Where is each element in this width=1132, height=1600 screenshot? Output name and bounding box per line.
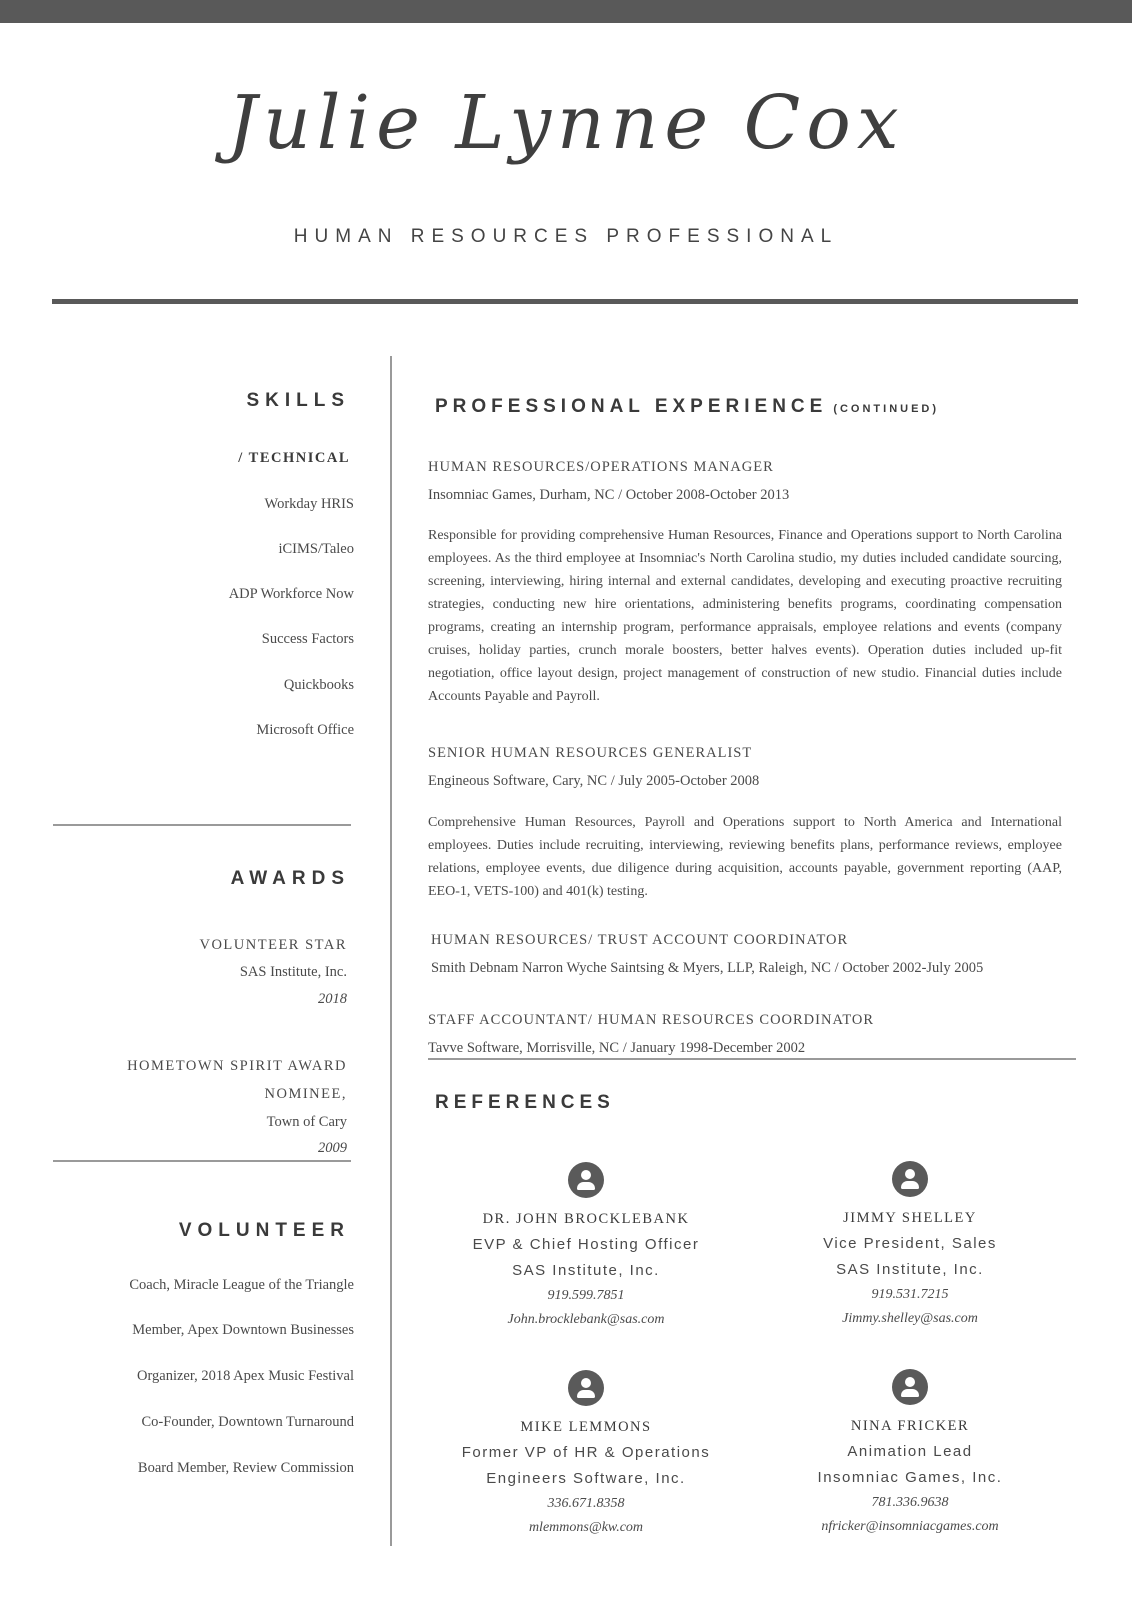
reference-email: nfricker@insomniacgames.com	[821, 1519, 999, 1534]
award-title: HOMETOWN SPIRIT AWARD	[127, 1058, 347, 1074]
reference-company: SAS Institute, Inc.	[512, 1262, 660, 1279]
reference-role: EVP & Chief Hosting Officer	[472, 1236, 700, 1253]
volunteer-item: Member, Apex Downtown Businesses	[132, 1322, 354, 1338]
experience-heading	[435, 396, 939, 418]
resume-subtitle: HUMAN RESOURCES PROFESSIONAL	[293, 226, 839, 247]
skill-item: Success Factors	[261, 631, 354, 647]
section-divider	[53, 1160, 351, 1162]
job-company: Smith Debnam Narron Wyche Saintsing & Myers, LLP, Raleigh, NC / October 2002-July 2005	[431, 960, 984, 976]
reference-company: Engineers Software, Inc.	[486, 1470, 686, 1487]
award-title: VOLUNTEER STAR	[199, 937, 347, 953]
award-year: 2018	[318, 991, 347, 1007]
job-description: Comprehensive Human Resources, Payroll and Operations support to North America and International employees. Duties include recruiting, interviewing, reviewing benefits plans, performance reviews, employee relations, employee events, due diligence during acquisition, accounts payable, government reporting (AAP, EEO-1, VETS-100) and 401(k) testing.	[428, 815, 1062, 899]
reference-company: SAS Institute, Inc.	[836, 1261, 984, 1278]
skills-heading: SKILLS	[246, 390, 350, 411]
reference-role: Vice President, Sales	[823, 1235, 997, 1252]
section-divider	[53, 824, 351, 826]
reference-name: MIKE LEMMONS	[520, 1419, 652, 1435]
reference-email: John.brocklebank@sas.com	[507, 1312, 665, 1327]
reference-email: mlemmons@kw.com	[528, 1520, 644, 1535]
job-title: HUMAN RESOURCES/OPERATIONS MANAGER	[428, 459, 774, 475]
person-icon	[892, 1369, 928, 1405]
reference-role: Former VP of HR & Operations	[461, 1444, 711, 1461]
volunteer-item: Coach, Miracle League of the Triangle	[129, 1277, 354, 1293]
reference-company: Insomniac Games, Inc.	[817, 1469, 1003, 1486]
reference-phone: 336.671.8358	[547, 1496, 625, 1511]
top-bar	[0, 0, 1132, 23]
column-divider	[390, 356, 392, 1546]
job-company: Tavve Software, Morrisville, NC / January 1998-December 2002	[428, 1040, 806, 1056]
job-title: SENIOR HUMAN RESOURCES GENERALIST	[428, 745, 753, 761]
experience-heading-suffix: (CONTINUED)	[833, 403, 940, 415]
award-org: Town of Cary	[266, 1114, 347, 1130]
award-org: SAS Institute, Inc.	[239, 964, 347, 980]
reference-name: JIMMY SHELLEY	[843, 1210, 977, 1226]
person-icon	[568, 1370, 604, 1406]
award-title-continued: NOMINEE,	[264, 1086, 347, 1102]
skill-item: Microsoft Office	[256, 722, 354, 738]
job-company: Engineous Software, Cary, NC / July 2005-October 2008	[428, 773, 760, 789]
references-heading: REFERENCES	[435, 1092, 615, 1113]
header-divider	[52, 299, 1078, 304]
awards-heading: AWARDS	[230, 868, 350, 889]
job-title: STAFF ACCOUNTANT/ HUMAN RESOURCES COORDINATOR	[428, 1012, 875, 1028]
reference-role: Animation Lead	[847, 1443, 973, 1460]
experience-heading-text: PROFESSIONAL EXPERIENCE	[435, 396, 828, 417]
reference-card	[750, 1161, 1070, 1331]
reference-name: DR. JOHN BROCKLEBANK	[482, 1211, 690, 1227]
section-divider	[428, 1058, 1076, 1060]
reference-name: NINA FRICKER	[850, 1418, 970, 1434]
volunteer-item: Co-Founder, Downtown Turnaround	[141, 1414, 354, 1430]
person-icon	[568, 1162, 604, 1198]
resume-name: Julie Lynne Cox	[227, 80, 905, 166]
reference-email: Jimmy.shelley@sas.com	[842, 1311, 978, 1326]
reference-card	[426, 1162, 746, 1332]
skill-item: ADP Workforce Now	[228, 586, 354, 602]
skill-item: Quickbooks	[283, 677, 354, 693]
volunteer-item: Board Member, Review Commission	[137, 1460, 354, 1476]
job-description: Responsible for providing comprehensive Human Resources, Finance and Operations support to North Carolina employees. As the third employee at Insomniac's North Carolina studio, my duties included candidate sourcing, screening, interviewing, hiring internal and external candidates, developing and executing proactive recruiting strategies, conducting new hire orientations, administering benefits programs, coordinating compensation programs, creating an internship program, performance appraisals, employee relations and events (company cruises, holiday parties, crunch morale boosters, better halves events). Operation duties included up-fit negotiation, office layout design, project management of construction of new studio. Financial duties include Accounts Payable and Payroll.	[428, 528, 1062, 704]
skill-item: iCIMS/Taleo	[278, 541, 354, 557]
skill-item: Workday HRIS	[264, 496, 354, 512]
skills-subheading: / TECHNICAL	[238, 450, 350, 466]
reference-phone: 919.599.7851	[547, 1288, 625, 1303]
volunteer-heading: VOLUNTEER	[178, 1220, 350, 1241]
reference-phone: 919.531.7215	[871, 1287, 949, 1302]
job-company: Insomniac Games, Durham, NC / October 2008-October 2013	[428, 487, 790, 503]
job-title: HUMAN RESOURCES/ TRUST ACCOUNT COORDINATOR	[431, 932, 849, 948]
reference-card	[426, 1370, 746, 1540]
award-year: 2009	[318, 1140, 347, 1156]
volunteer-item: Organizer, 2018 Apex Music Festival	[136, 1368, 354, 1384]
reference-phone: 781.336.9638	[871, 1495, 949, 1510]
person-icon	[892, 1161, 928, 1197]
reference-card	[750, 1369, 1070, 1539]
